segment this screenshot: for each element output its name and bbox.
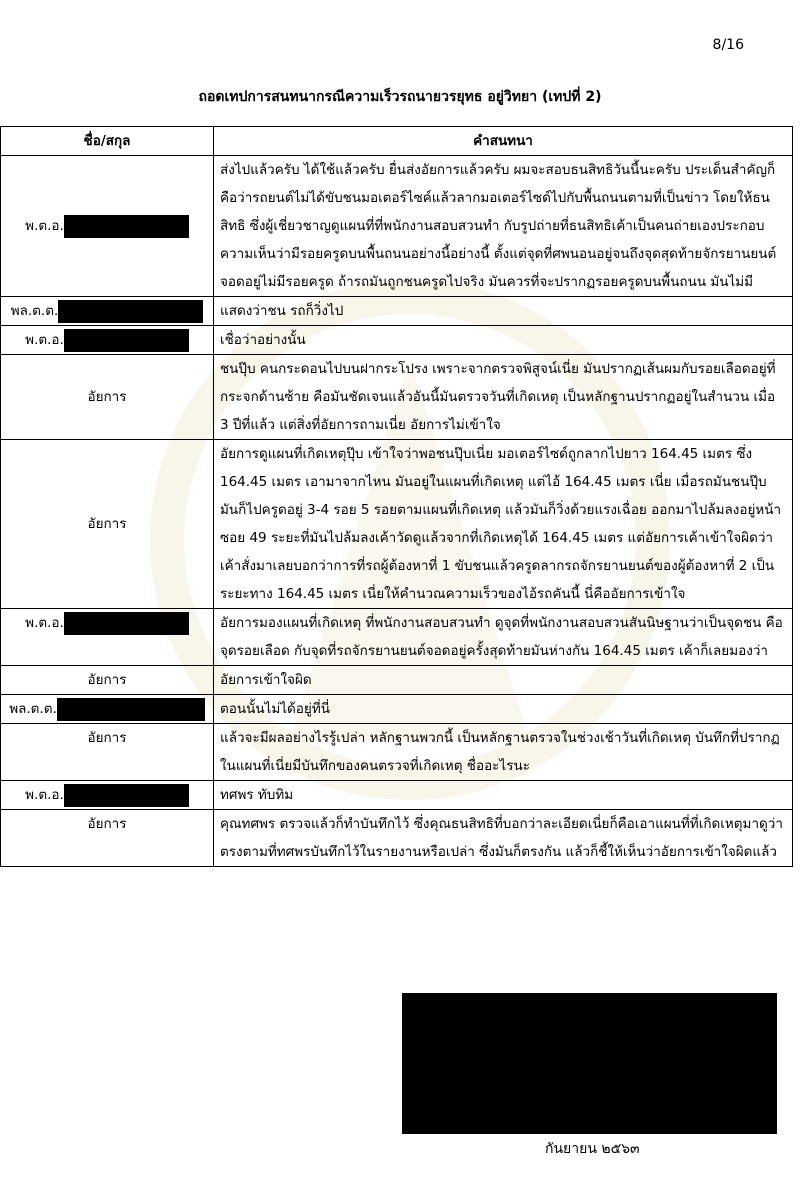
speech-text: ทศพร ทับทิม: [214, 781, 793, 810]
table-row: [1, 781, 793, 810]
speaker-name: พ.ต.อ.: [25, 615, 64, 631]
speaker-cell: [1, 724, 214, 781]
speaker-name: อัยการ: [87, 516, 127, 532]
redacted-name: [57, 698, 205, 721]
speaker-cell: [1, 440, 214, 609]
speaker-name: อัยการ: [87, 389, 127, 405]
speaker-cell: [1, 326, 214, 355]
table-row: [1, 810, 793, 867]
speech-text: ส่งไปแล้วครับ ได้ใช้แล้วครับ ยื่นส่งอัยการแล้วครับ ผมจะสอบธนสิทธิวันนี้นะครับ ประเด็นสำคัญก็คือว่ารถยนต์ไม่ได้ขับชนมอเตอร์ไซค์แล้วลากมอเตอร์ไซด์ไปกับพื้นถนนตามที่เป็นข่าว โดยให้ธนสิทธิ ซึ่งผู้เชี่ยวชาญดูแผนที่ที่พนักงานสอบสวนทำ กับรูปถ่ายที่ธนสิทธิเค้าเป็นคนถ่ายเองประกอบความเห็นว่ามีรอยครูดบนพื้นถนนอย่างนี้อย่างนี้ ตั้งแต่จุดที่ศพนอนอยู่จนถึงจุดสุดท้ายจักรยานยนต์จอดอยู่ไม่มีรอยครูด ถ้ารถมันถูกชนครูดไปจริง มันควรที่จะปรากฏรอยครูดบนพื้นถนน มันไม่มี: [214, 156, 793, 297]
speech-text: ตอนนั้นไม่ได้อยู่ที่นี่: [214, 695, 793, 724]
speech-text: คุณทศพร ตรวจแล้วก็ทำบันทึกไว้ ซึ่งคุณธนสิทธิที่บอกว่าละเอียดเนี่ยก็คือเอาแผนที่ที่เกิดเหตุมาดูว่าตรงตามที่ทศพรบันทึกไว้ในรายงานหรือเปล่า ซึ่งมันก็ตรงกัน แล้วก็ชี้ให้เห็นว่าอัยการเข้าใจผิดแล้ว: [214, 810, 793, 867]
speech-text: แสดงว่าชน รถก็วิ่งไป: [214, 297, 793, 326]
speech-text: อัยการมองแผนที่เกิดเหตุ ที่พนักงานสอบสวนทำ ดูจุดที่พนักงานสอบสวนสันนิษฐานว่าเป็นจุดชน คือ จุดรอยเลือด กับจุดที่รถจักรยานยนต์จอดอยู่ครั้งสุดท้ายมันห่างกัน 164.45 เมตร เค้าก็เลยมองว่า: [214, 609, 793, 666]
speaker-name: อัยการ: [87, 730, 127, 746]
speaker-name: อัยการ: [87, 816, 127, 832]
speech-text: อัยการดูแผนที่เกิดเหตุปุ๊บ เข้าใจว่าพอชนปุ๊บเนี่ย มอเตอร์ไซด์ถูกลากไปยาว 164.45 เมตร ซึ่ง 164.45 เมตร เอามาจากไหน มันอยู่ในแผนที่เกิดเหตุ แต่ไอ้ 164.45 เมตร เนี่ย เมื่อรถมันชนปุ๊บ มันก็ไปครูดอยู่ 3-4 รอย 5 รอยตามแผนที่เกิดเหตุ แล้วมันก็วิ่งด้วยแรงเฉื่อย ออกมาไปล้มลงอยู่หน้าซอย 49 ระยะที่มันไปล้มลงเค้าวัดดูแล้วจากที่เกิดเหตุได้ 164.45 เมตร แต่อัยการเค้าเข้าใจผิดว่า เค้าสั่งมาเลยบอกว่าการที่รถผู้ต้องหาที่ 1 ขับชนแล้วครูดลากรถจักรยานยนต์ของผู้ต้องหาที่ 2 เป็นระยะทาง 164.45 เมตร เนี่ยให้คำนวณความเร็วของไอ้รถคันนี้ นี่คืออัยการเข้าใจ: [214, 440, 793, 609]
redacted-name: [58, 300, 203, 323]
table-row: [1, 326, 793, 355]
page-number: 8/16: [712, 37, 744, 53]
table-row: [1, 156, 793, 297]
speech-text: แล้วจะมีผลอย่างไรรู้เปล่า หลักฐานพวกนี้ เป็นหลักฐานตรวจในช่วงเช้าวันที่เกิดเหตุ บันทึกที่ปรากฏในแผนที่เนี่ยมีบันทึกของคนตรวจที่เกิดเหตุ ชื่ออะไรนะ: [214, 724, 793, 781]
redacted-name: [64, 215, 189, 238]
speaker-cell: [1, 156, 214, 297]
speech-text: อัยการเข้าใจผิด: [214, 666, 793, 695]
speaker-name: พ.ต.อ.: [25, 787, 64, 803]
table-row: [1, 666, 793, 695]
speaker-name: พ.ต.อ.: [25, 218, 64, 234]
speaker-cell: [1, 609, 214, 666]
redacted-name: [64, 329, 189, 352]
redacted-signature-block: [402, 993, 777, 1134]
speaker-name: พล.ต.ต.: [9, 701, 57, 717]
transcript-table: [0, 126, 793, 867]
speaker-cell: [1, 355, 214, 440]
speaker-cell: [1, 810, 214, 867]
speaker-cell: [1, 666, 214, 695]
document-date: กันยายน ๒๕๖๓: [545, 1141, 640, 1157]
table-header-row: [1, 127, 793, 156]
speaker-cell: [1, 695, 214, 724]
speech-text: เชื่อว่าอย่างนั้น: [214, 326, 793, 355]
table-row: [1, 297, 793, 326]
table-row: [1, 695, 793, 724]
table-row: [1, 724, 793, 781]
document-title: ถอดเทปการสนทนากรณีความเร็วรถนายวรยุทธ อยู่วิทยา (เทปที่ 2): [198, 89, 602, 105]
speaker-name: อัยการ: [87, 672, 127, 688]
speech-text: ชนปุ๊บ คนกระดอนไปบนฝากระโปรง เพราะจากตรวจพิสูจน์เนี่ย มันปรากฏเส้นผมกับรอยเลือดอยู่ที่กระจกด้านซ้าย คือมันชัดเจนแล้วอันนี้มันตรวจวันที่เกิดเหตุ เป็นหลักฐานปรากฏอยู่ในสำนวน เมื่อ 3 ปีที่แล้ว แต่สิ่งที่อัยการถามเนี่ย อัยการไม่เข้าใจ: [214, 355, 793, 440]
speaker-cell: [1, 297, 214, 326]
table-row: [1, 609, 793, 666]
table-row: [1, 355, 793, 440]
redacted-name: [64, 612, 189, 635]
speaker-cell: [1, 781, 214, 810]
speaker-name: พล.ต.ต.: [10, 303, 59, 319]
table-row: [1, 440, 793, 609]
redacted-name: [64, 784, 189, 807]
speaker-name: พ.ต.อ.: [25, 332, 64, 348]
header-speech: คำสนทนา: [214, 127, 793, 156]
header-name: ชื่อ/สกุล: [1, 127, 214, 156]
